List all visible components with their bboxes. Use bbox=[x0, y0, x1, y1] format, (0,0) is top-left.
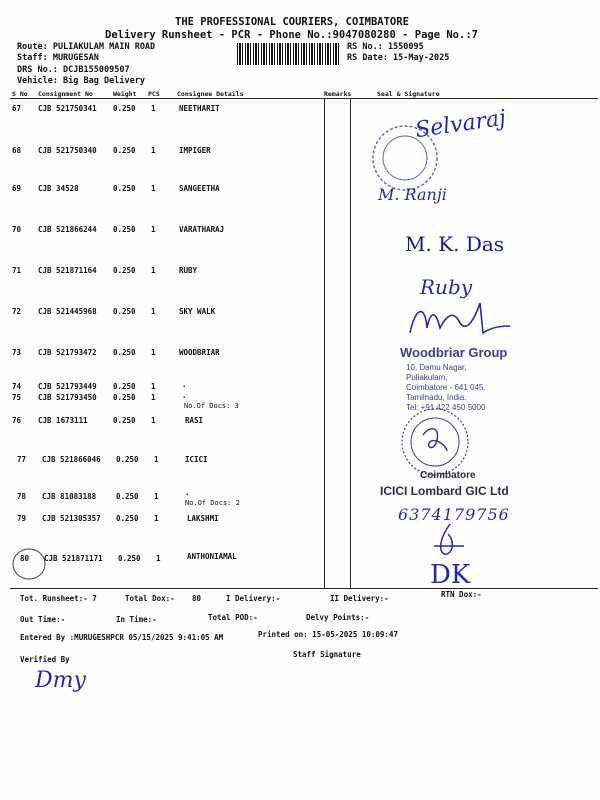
pcs: 1 bbox=[151, 146, 156, 155]
consignee: NEETHARIT bbox=[179, 104, 220, 113]
table-bottom-rule bbox=[10, 588, 598, 589]
table-row: 75 bbox=[12, 393, 22, 402]
weight: 0.250 bbox=[113, 146, 136, 155]
consignment-no: CJB 521793449 bbox=[38, 382, 97, 391]
consignee: RASI bbox=[185, 416, 204, 425]
vehicle: Vehicle: Big Bag Delivery bbox=[17, 76, 145, 86]
pcs: 1 bbox=[154, 514, 159, 523]
signature-row-71: Ruby bbox=[420, 275, 473, 299]
table-row: 71 bbox=[12, 266, 22, 275]
weight: 0.250 bbox=[113, 393, 136, 402]
weight: 0.250 bbox=[118, 554, 141, 563]
consignment-no: CJB 521871171 bbox=[44, 554, 103, 563]
pcs: 1 bbox=[151, 382, 156, 391]
col-consignee: Consignee Details bbox=[177, 90, 244, 98]
consignee: LAKSHMI bbox=[187, 514, 219, 523]
consignee: . bbox=[182, 391, 187, 400]
tot-runsheet: Tot. Runsheet:- 7 bbox=[20, 594, 97, 603]
in-time: In Time:- bbox=[116, 615, 157, 624]
consignment-no: CJB 521866244 bbox=[38, 225, 97, 234]
pcs: 1 bbox=[151, 416, 156, 425]
weight: 0.250 bbox=[116, 514, 139, 523]
rtn-dox: RTN Dox:- bbox=[441, 590, 482, 599]
company-title: THE PROFESSIONAL COURIERS, COIMBATORE bbox=[175, 16, 409, 28]
delvy-points: Delvy Points:- bbox=[306, 613, 370, 622]
col-consignment: Consignment No bbox=[38, 90, 93, 98]
total-dox-value: 80 bbox=[192, 594, 202, 603]
table-row: 67 bbox=[12, 104, 22, 113]
signature-row-72-icon bbox=[405, 298, 515, 343]
pcs: 1 bbox=[151, 104, 156, 113]
weight: 0.250 bbox=[113, 104, 136, 113]
i-delivery: I Delivery:- bbox=[226, 594, 281, 603]
remarks-divider-left bbox=[324, 98, 325, 588]
verified-by: Verified By bbox=[20, 655, 70, 664]
verified-signature: Dmy bbox=[35, 668, 86, 693]
route: Route: PULIAKULAM MAIN ROAD bbox=[17, 42, 156, 52]
total-dox-label: Total Dox:- bbox=[125, 594, 175, 603]
table-row: 77 bbox=[17, 455, 27, 464]
consignee: VARATHARAJ bbox=[179, 225, 225, 234]
pcs: 1 bbox=[154, 455, 159, 464]
table-row: 78 bbox=[17, 492, 27, 501]
woodbriar-stamp-addr: Tamilnadu, India. bbox=[406, 393, 467, 402]
runsheet-subtitle: Delivery Runsheet - PCR - Phone No.:9047080280 - Page No.:7 bbox=[105, 29, 478, 41]
consignee: . bbox=[185, 488, 190, 497]
consignment-no: CJB 521871164 bbox=[38, 266, 97, 275]
signature-row-79: 6374179756 bbox=[398, 505, 510, 524]
pcs: 1 bbox=[154, 492, 159, 501]
weight: 0.250 bbox=[113, 416, 136, 425]
ii-delivery: II Delivery:- bbox=[330, 594, 389, 603]
docs-count: No.Of Docs: 2 bbox=[185, 499, 240, 507]
round-seal-icon bbox=[395, 405, 475, 480]
weight: 0.250 bbox=[113, 382, 136, 391]
consignee: SANGEETHA bbox=[179, 184, 220, 193]
pcs: 1 bbox=[156, 554, 161, 563]
table-row: 74 bbox=[12, 382, 22, 391]
staff: Staff: MURUGESAN bbox=[17, 53, 99, 63]
weight: 0.250 bbox=[116, 455, 139, 464]
weight: 0.250 bbox=[113, 348, 136, 357]
consignee: SKY WALK bbox=[179, 307, 216, 316]
consignee: . bbox=[182, 380, 187, 389]
pcs: 1 bbox=[151, 225, 156, 234]
table-row: 79 bbox=[17, 514, 27, 523]
consignee: ANTHONIAMAL bbox=[187, 552, 237, 561]
rs-date: RS Date: 15-May-2025 bbox=[347, 53, 450, 63]
signature-row-69: M. Ranji bbox=[378, 185, 447, 204]
table-row: 73 bbox=[12, 348, 22, 357]
consignment-no: CJB 521445968 bbox=[38, 307, 97, 316]
signature-row-79b-icon bbox=[430, 520, 470, 560]
woodbriar-stamp-title: Woodbriar Group bbox=[400, 345, 508, 360]
col-remarks: Remarks bbox=[324, 90, 352, 98]
header-rule bbox=[10, 98, 598, 99]
consignment-no: CJB 521866046 bbox=[42, 455, 101, 464]
col-sno: S No bbox=[12, 90, 28, 98]
weight: 0.250 bbox=[116, 492, 139, 501]
barcode bbox=[237, 43, 340, 65]
table-row: 80 bbox=[20, 554, 30, 563]
staff-signature: Staff Signature bbox=[293, 650, 361, 659]
docs-count: No.Of Docs: 3 bbox=[184, 402, 239, 410]
woodbriar-stamp-addr: Coimbatore - 641 045. bbox=[406, 383, 486, 392]
pcs: 1 bbox=[151, 307, 156, 316]
entered-by: Entered By :MURUGESHPCR 05/15/2025 9:41:05 AM bbox=[20, 633, 224, 642]
icici-stamp: ICICI Lombard GIC Ltd bbox=[380, 484, 509, 498]
consignee: ICICI bbox=[185, 455, 208, 464]
woodbriar-stamp-addr: 10, Damu Nagar, bbox=[406, 363, 467, 372]
rs-number: RS No.: 1550095 bbox=[347, 42, 424, 52]
consignee: RUBY bbox=[179, 266, 198, 275]
col-weight: Weight bbox=[113, 90, 137, 98]
table-row: 68 bbox=[12, 146, 22, 155]
drs-number: DRS No.: DCJB155009507 bbox=[17, 65, 130, 75]
consignment-no: CJB 521793472 bbox=[38, 348, 97, 357]
pcs: 1 bbox=[151, 393, 156, 402]
col-pcs: PCS bbox=[148, 90, 160, 98]
signature-row-70: M. K. Das bbox=[405, 232, 505, 256]
consignee: WOODBRIAR bbox=[179, 348, 220, 357]
circle-mark-icon bbox=[10, 545, 50, 585]
consignee: IMPIGER bbox=[179, 146, 211, 155]
consignment-no: CJB 521305357 bbox=[42, 514, 101, 523]
table-row: 69 bbox=[12, 184, 22, 193]
icici-stamp-city: Coimbatore bbox=[420, 470, 476, 481]
weight: 0.250 bbox=[113, 307, 136, 316]
consignment-no: CJB 34528 bbox=[38, 184, 79, 193]
consignment-no: CJB 521750341 bbox=[38, 104, 97, 113]
signature-row-80: DK bbox=[430, 560, 471, 590]
woodbriar-stamp-phone: Tel: +91 422 450 5000 bbox=[406, 403, 486, 412]
remarks-divider-right bbox=[350, 98, 351, 588]
woodbriar-stamp-addr: Puliakulam, bbox=[406, 373, 448, 382]
total-pod: Total POD:- bbox=[208, 613, 258, 622]
printed-on: Printed on: 15-05-2025 10:09:47 bbox=[258, 630, 398, 639]
consignment-no: CJB 81083188 bbox=[42, 492, 97, 501]
signature-row-67: Selvaraj bbox=[413, 105, 508, 144]
col-seal-signature: Seal & Signature bbox=[377, 90, 440, 98]
out-time: Out Time:- bbox=[20, 615, 66, 624]
weight: 0.250 bbox=[113, 184, 136, 193]
table-row: 76 bbox=[12, 416, 22, 425]
table-row: 70 bbox=[12, 225, 22, 234]
weight: 0.250 bbox=[113, 225, 136, 234]
consignment-no: CJB 521793450 bbox=[38, 393, 97, 402]
pcs: 1 bbox=[151, 184, 156, 193]
consignment-no: CJB 521750340 bbox=[38, 146, 97, 155]
table-row: 72 bbox=[12, 307, 22, 316]
weight: 0.250 bbox=[113, 266, 136, 275]
pcs: 1 bbox=[151, 266, 156, 275]
pcs: 1 bbox=[151, 348, 156, 357]
consignment-no: CJB 1673111 bbox=[38, 416, 88, 425]
